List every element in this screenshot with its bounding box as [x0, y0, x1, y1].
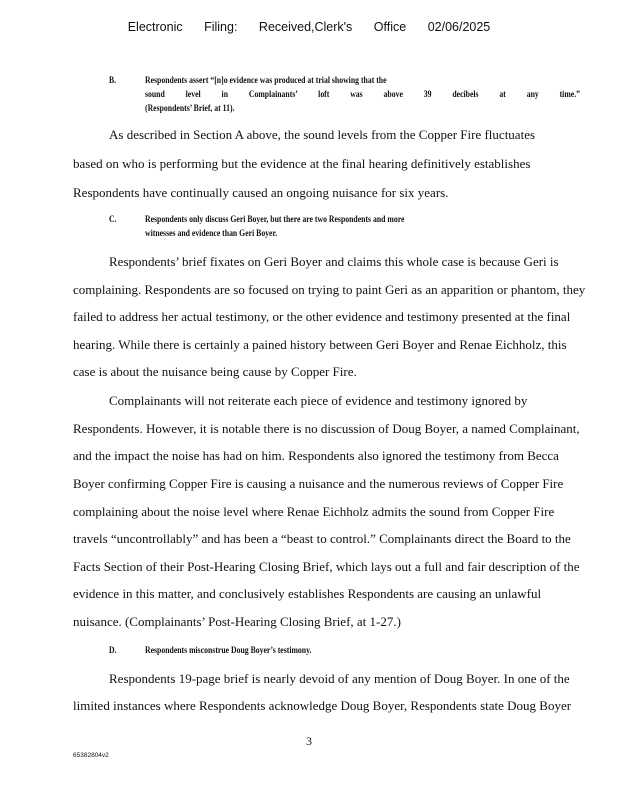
- section-c-label: C.: [109, 214, 117, 224]
- paragraph-3-line-1: Complainants will not reiterate each piece of evidence and testimony ignored by: [109, 393, 528, 408]
- paragraph-2-line-1: Respondents’ brief fixates on Geri Boyer and claims this whole case is because Geri is: [109, 254, 559, 269]
- page-number: 3: [306, 734, 312, 748]
- section-b-heading-line3: (Respondents’ Brief, at 11).: [145, 103, 235, 113]
- document-id: 65382804v2: [73, 752, 109, 759]
- paragraph-2-line-4: hearing. While there is certainly a pained history between Geri Boyer and Renae Eichholz, this: [73, 337, 567, 352]
- paragraph-3-line-2: Respondents. However, it is notable there is no discussion of Doug Boyer, a named Complainant,: [73, 421, 580, 436]
- paragraph-2-line-5: case is about the nuisance being cause by Copper Fire.: [73, 364, 357, 379]
- header-date: 02/06/2025: [427, 20, 491, 34]
- paragraph-2-line-2: complaining. Respondents are so focused on trying to paint Geri as an apparition or phantom, they: [73, 282, 586, 297]
- section-d-label: D.: [109, 645, 117, 655]
- paragraph-2-line-3: failed to address her actual testimony, or the other evidence and testimony presented at the final: [73, 309, 571, 324]
- paragraph-1-line-3: Respondents have continually caused an ongoing nuisance for six years.: [73, 185, 449, 200]
- header-office: Office: [373, 20, 407, 34]
- paragraph-3-line-6: travels “uncontrollably” and has been a “beast to control.” Complainants direct the Board to the: [73, 531, 571, 546]
- paragraph-3-line-9: nuisance. (Complainants’ Post-Hearing Closing Brief, at 1-27.): [73, 614, 401, 629]
- paragraph-1-line-2: based on who is performing but the evidence at the final hearing definitively establishes: [73, 156, 531, 171]
- section-b-heading-line1: Respondents assert “[n]o evidence was produced at trial showing that the: [145, 75, 387, 85]
- paragraph-3-line-7: Facts Section of their Post-Hearing Closing Brief, which lays out a full and fair description of the: [73, 559, 580, 574]
- section-b-heading-line2: sound level in Complainants’ loft was above 39 decibels at any time.”: [145, 89, 581, 99]
- header-filing: Filing:: [204, 20, 238, 34]
- section-c-heading-line1: Respondents only discuss Geri Boyer, but there are two Respondents and more: [145, 214, 405, 224]
- section-c-heading-line2: witnesses and evidence than Geri Boyer.: [145, 228, 278, 238]
- paragraph-3-line-3: and the impact the noise has had on him. Respondents also ignored the testimony from Becca: [73, 448, 559, 463]
- header-electronic: Electronic: [127, 20, 183, 34]
- header-received: Received,Clerk's: [258, 20, 353, 34]
- section-b-label: B.: [109, 75, 117, 85]
- paragraph-1-line-1: As described in Section A above, the sound levels from the Copper Fire fluctuates: [109, 127, 536, 142]
- paragraph-4-line-2: limited instances where Respondents acknowledge Doug Boyer, Respondents state Doug Boyer: [73, 698, 572, 713]
- filing-stamp-header: [0, 20, 618, 34]
- section-d-heading-line1: Respondents misconstrue Doug Boyer’s testimony.: [145, 645, 312, 655]
- paragraph-4-line-1: Respondents 19-page brief is nearly devoid of any mention of Doug Boyer. In one of the: [109, 671, 570, 686]
- paragraph-3-line-5: complaining about the noise level where Renae Eichholz admits the sound from Copper Fire: [73, 504, 555, 519]
- paragraph-3-line-4: Boyer confirming Copper Fire is causing a nuisance and the numerous reviews of Copper Fire: [73, 476, 564, 491]
- paragraph-3-line-8: evidence in this matter, and conclusively establishes Respondents are causing an unlawful: [73, 586, 542, 601]
